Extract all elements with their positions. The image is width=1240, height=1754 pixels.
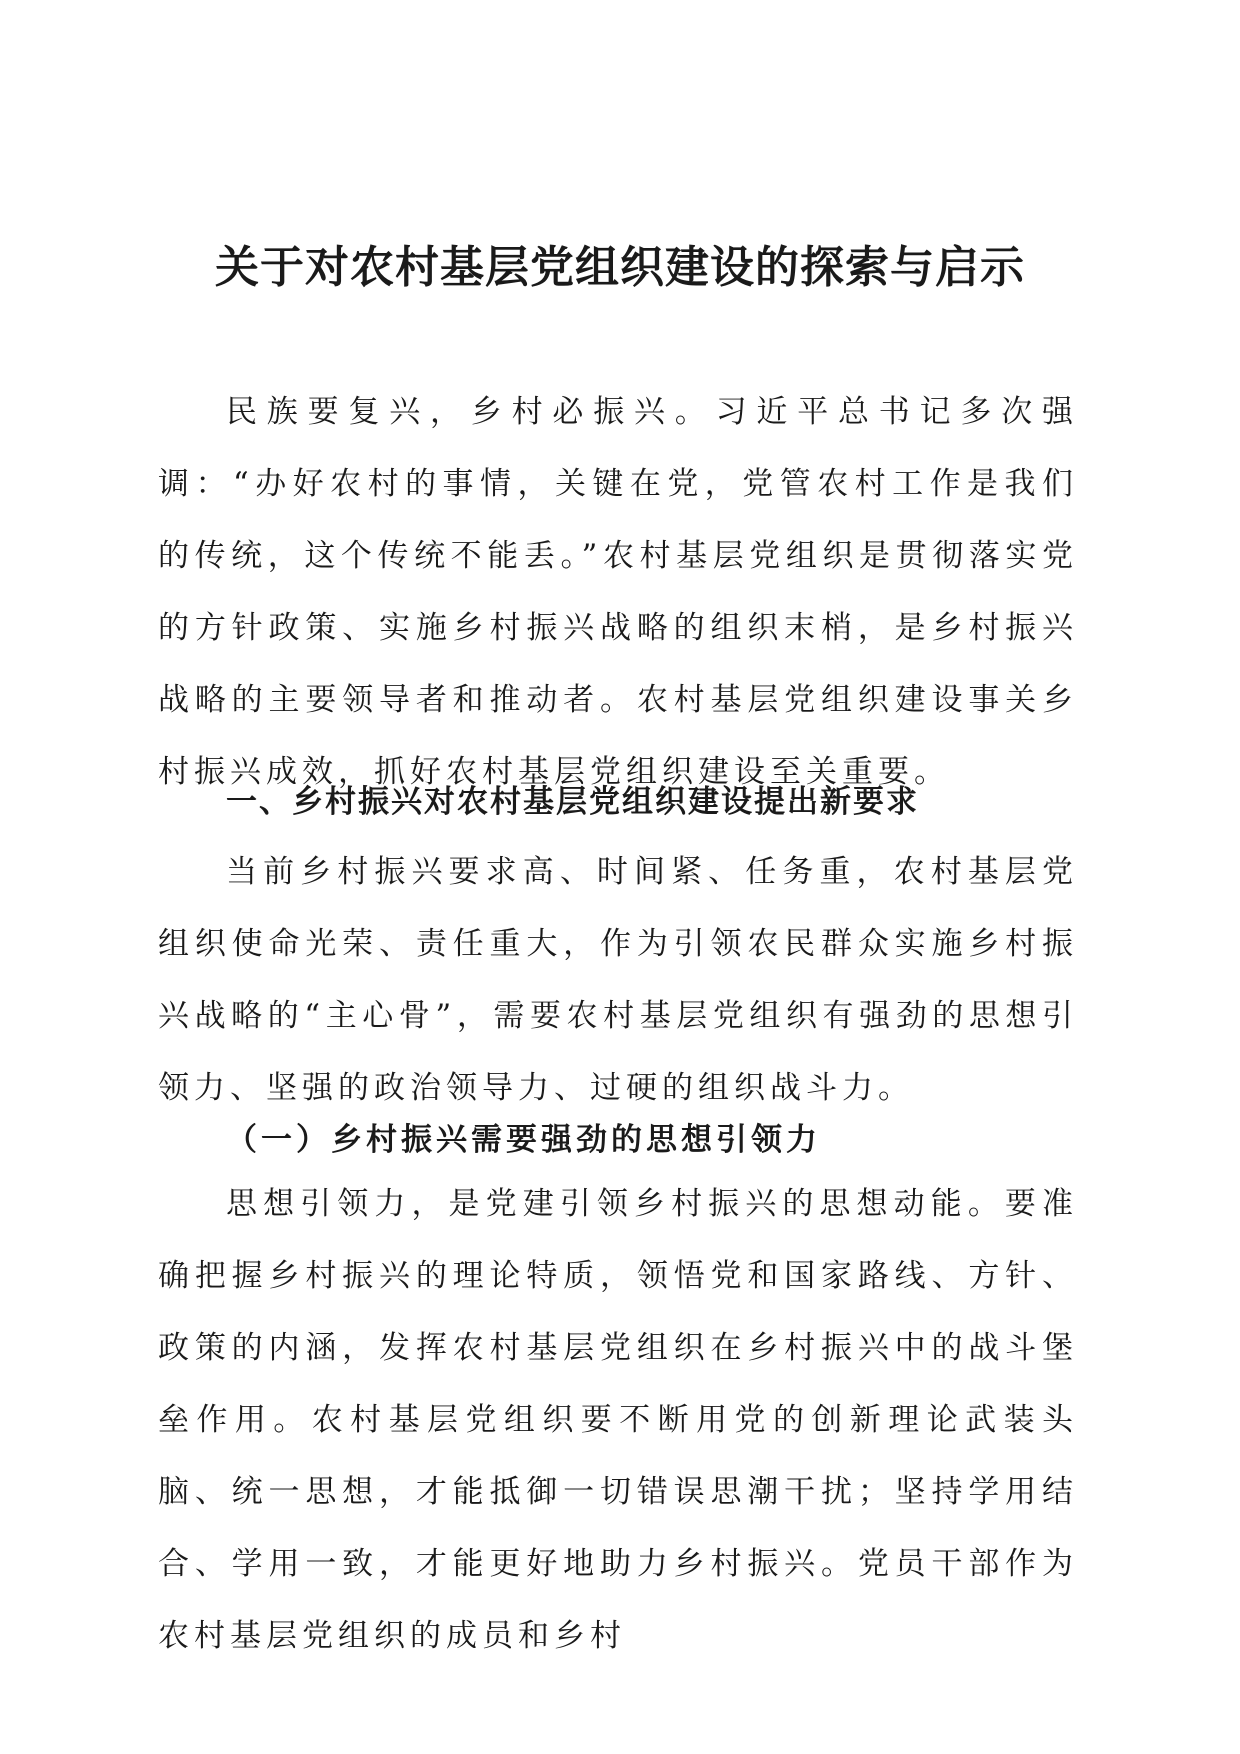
intro-paragraph: 民族要复兴，乡村必振兴。习近平总书记多次强调：“办好农村的事情，关键在党，党管农村工作是我们的传统，这个传统不能丢。”农村基层党组织是贯彻落实党的方针政策、实施乡村振兴战略的组织末梢，是乡村振兴战略的主要领导者和推动者。农村基层党组织建设事关乡村振兴成效，抓好农村基层党组织建设至关重要。 <box>158 394 1078 790</box>
subsection1-paragraph: 思想引领力，是党建引领乡村振兴的思想动能。要准确把握乡村振兴的理论特质，领悟党和国家路线、方针、政策的内涵，发挥农村基层党组织在乡村振兴中的战斗堡垒作用。农村基层党组织要不断用党的创新理论武装头脑、统一思想，才能抵御一切错误思潮干扰；坚持学用结合、学用一致，才能更好地助力乡村振兴。党员干部作为农村基层党组织的成员和乡村 <box>158 1186 1078 1654</box>
subsection-heading-1: （一）乡村振兴需要强劲的思想引领力 <box>226 1122 821 1158</box>
section-heading-1: 一、乡村振兴对农村基层党组织建设提出新要求 <box>226 784 919 820</box>
section1-paragraph: 当前乡村振兴要求高、时间紧、任务重，农村基层党组织使命光荣、责任重大，作为引领农民群众实施乡村振兴战略的“主心骨”，需要农村基层党组织有强劲的思想引领力、坚强的政治领导力、过硬的组织战斗力。 <box>158 854 1078 1106</box>
document-title: 关于对农村基层党组织建设的探索与启示 <box>215 242 1025 293</box>
